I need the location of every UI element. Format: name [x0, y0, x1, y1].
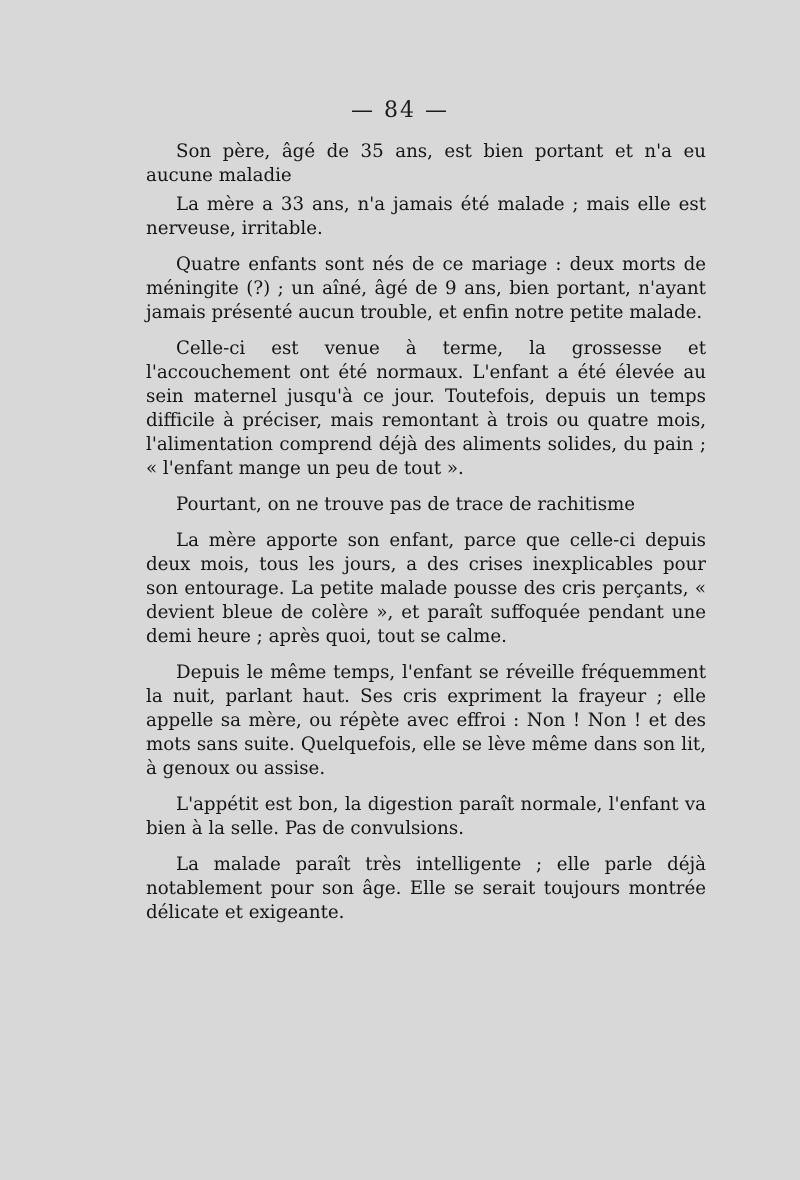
page-number: — 84 — [351, 98, 449, 123]
paragraph-9: La malade paraît très intelligente ; elle parle déjà notablement pour son âge. Elle se serait toujours montrée délicate et exigeante. [146, 854, 706, 923]
paragraph-7: Depuis le même temps, l'enfant se réveille fréquemment la nuit, parlant haut. Ses cris expriment la frayeur ; elle appelle sa mère, ou répète avec effroi : Non ! Non ! et des mots sans suite. Quelquefois, elle se lève même dans son lit, à genoux ou assise. [146, 662, 706, 779]
paragraph-6: La mère apporte son enfant, parce que celle-ci depuis deux mois, tous les jours, a des crises inexplicables pour son entourage. La petite malade pousse des cris perçants, « devient bleue de colère », et paraît suffoquée pendant une demi heure ; après quoi, tout se calme. [146, 530, 706, 647]
paragraph-1: Son père, âgé de 35 ans, est bien portant et n'a eu aucune maladie [146, 141, 706, 186]
paragraph-4: Celle-ci est venue à terme, la grossesse et l'accouchement ont été normaux. L'enfant a été élevée au sein maternel jusqu'à ce jour. Toutefois, depuis un temps difficile à préciser, mais remontant à trois ou quatre mois, l'alimentation comprend déjà des aliments solides, du pain ; « l'enfant mange un peu de tout ». [146, 338, 706, 479]
paragraph-2: La mère a 33 ans, n'a jamais été malade ; mais elle est nerveuse, irritable. [146, 194, 706, 239]
paragraph-3: Quatre enfants sont nés de ce mariage : deux morts de méningite (?) ; un aîné, âgé de 9 ans, bien portant, n'ayant jamais présenté aucun trouble, et enfin notre petite malade. [146, 254, 706, 323]
paragraph-5: Pourtant, on ne trouve pas de trace de rachitisme [176, 494, 636, 515]
paragraph-8: L'appétit est bon, la digestion paraît normale, l'enfant va bien à la selle. Pas de convulsions. [146, 794, 706, 839]
body-text [146, 140, 706, 937]
